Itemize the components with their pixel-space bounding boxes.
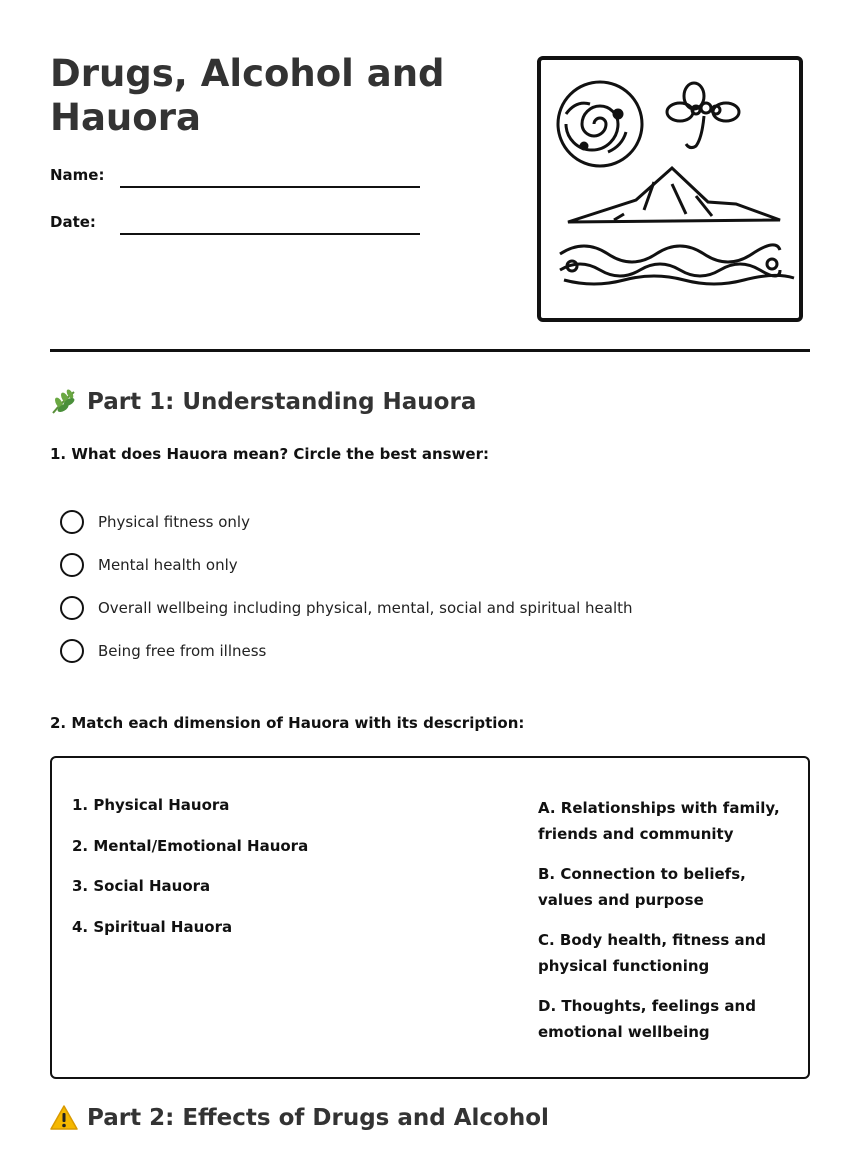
answer-option[interactable]	[60, 551, 238, 579]
dimension-list	[72, 796, 472, 958]
description-item: D. Thoughts, feelings and emotional wellbeing	[538, 997, 756, 1041]
mountain-icon	[568, 168, 780, 222]
question-1-prompt: 1. What does Hauora mean? Circle the best answer:	[50, 445, 489, 463]
answer-option-label: Overall wellbeing including physical, mental, social and spiritual health	[98, 599, 633, 617]
warning-icon	[50, 1104, 78, 1132]
answer-circle[interactable]	[60, 639, 84, 663]
part2-title: Part 2: Effects of Drugs and Alcohol	[87, 1105, 549, 1131]
illustration-frame	[539, 58, 801, 320]
name-field	[50, 166, 430, 196]
dimension-item: 4. Spiritual Hauora	[72, 917, 233, 936]
answer-option[interactable]	[60, 637, 266, 665]
matching-box	[50, 756, 810, 1079]
description-item: C. Body health, fitness and physical functioning	[538, 931, 767, 975]
part1-heading	[50, 388, 476, 416]
date-label: Date:	[50, 213, 96, 231]
answer-option[interactable]	[60, 508, 250, 536]
description-item: A. Relationships with family, friends and community	[538, 799, 780, 843]
answer-circle[interactable]	[60, 596, 84, 620]
date-write-line[interactable]	[120, 233, 420, 235]
dimension-item: 2. Mental/Emotional Hauora	[72, 836, 309, 855]
name-label: Name:	[50, 166, 105, 184]
question-2-prompt: 2. Match each dimension of Hauora with its description:	[50, 714, 525, 732]
answer-circle[interactable]	[60, 553, 84, 577]
answer-option-label: Physical fitness only	[98, 513, 250, 531]
worksheet-page	[50, 0, 810, 1161]
flower-icon	[667, 83, 739, 148]
name-write-line[interactable]	[120, 186, 420, 188]
answer-option-label: Being free from illness	[98, 642, 267, 660]
koru-spiral-icon	[558, 82, 642, 166]
date-field	[50, 213, 430, 243]
hauora-illustration	[536, 54, 804, 324]
answer-circle[interactable]	[60, 510, 84, 534]
waves-icon	[560, 245, 794, 284]
header-divider	[50, 349, 810, 352]
description-item: B. Connection to beliefs, values and purpose	[538, 865, 746, 909]
worksheet-title: Drugs, Alcohol and Hauora	[50, 52, 445, 139]
part1-title: Part 1: Understanding Hauora	[87, 389, 477, 415]
answer-option-label: Mental health only	[98, 556, 238, 574]
part2-heading	[50, 1104, 549, 1132]
answer-option[interactable]	[60, 594, 633, 622]
herb-leaf-icon	[50, 388, 78, 416]
dimension-item: 1. Physical Hauora	[72, 796, 230, 814]
description-list	[538, 796, 788, 1060]
dimension-item: 3. Social Hauora	[72, 877, 211, 895]
